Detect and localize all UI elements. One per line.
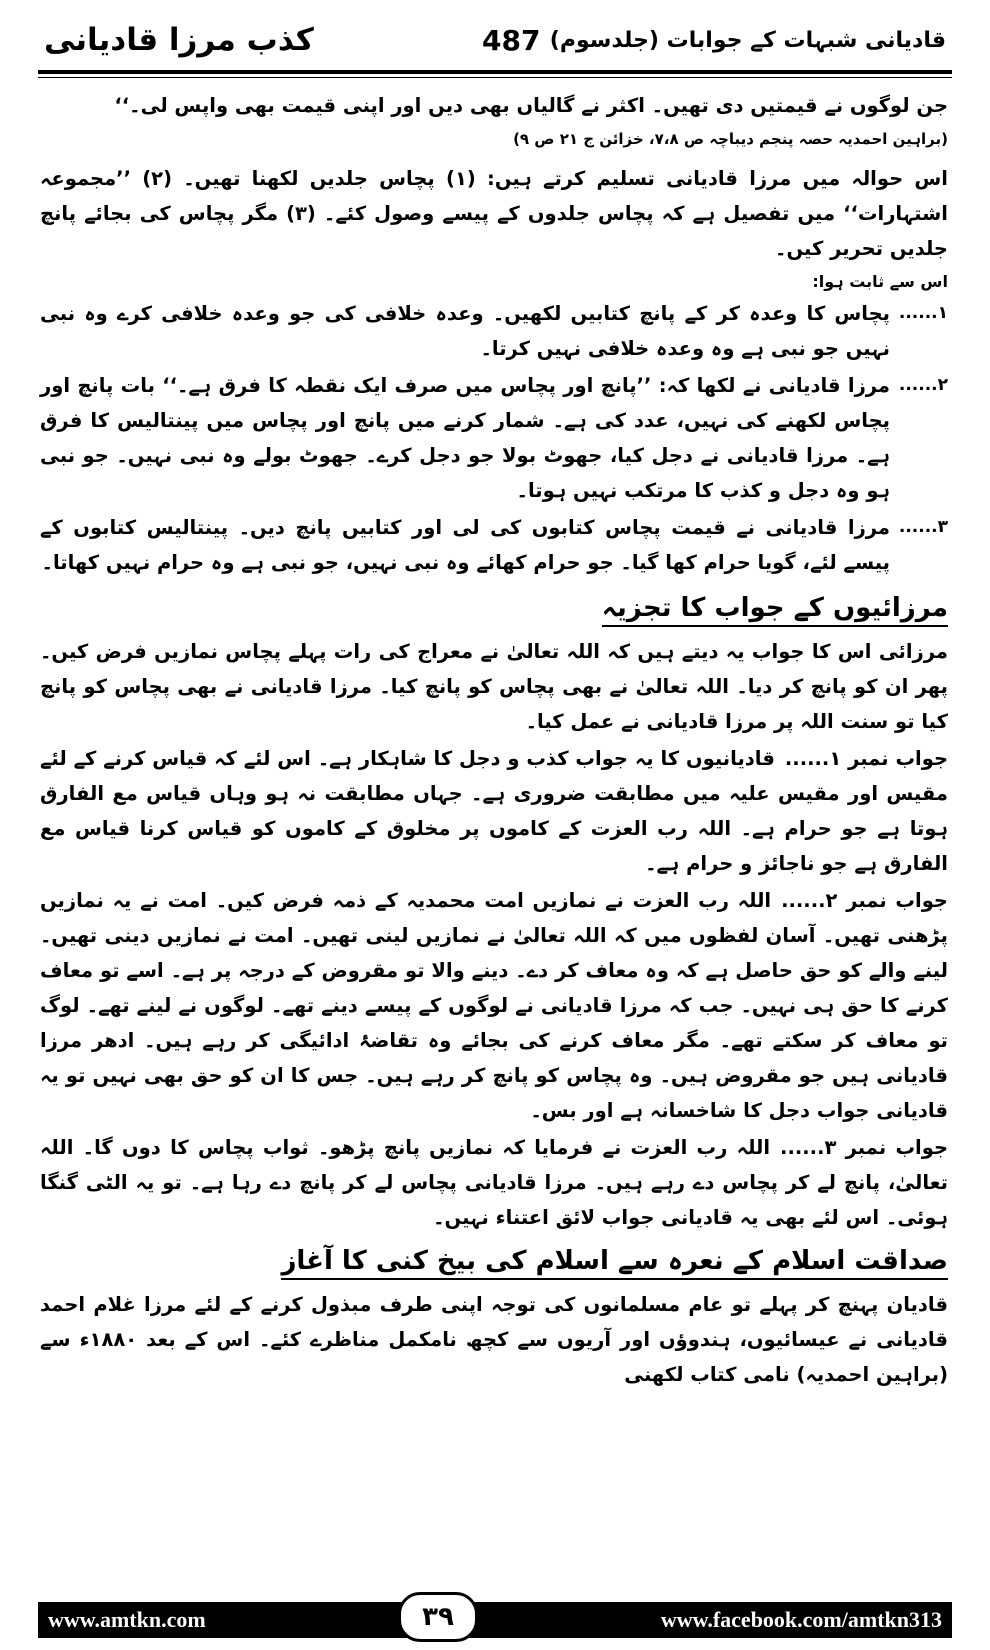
footer-page-number: ۳۹	[398, 1592, 478, 1642]
answer-text: قادیانیوں کا یہ جواب کذب و دجل کا شاہکار ہے۔ اس لئے کہ قیاس کرنے کے لئے مقیس اور مقیس علیہ میں مطابقت ضروری ہے۔ جہاں مطابقت نہ ہو وہاں قیاس مع الفارق ہوتا ہے جو حرام ہے۔ اللہ رب العزت کے کاموں پر مخلوق کے کاموں کو قیاس کرنا قیاس مع الفارق ہے جو ناجائز و حرام ہے۔	[40, 747, 948, 875]
series-title: قادیانی شبہات کے جوابات (جلدسوم)	[549, 28, 946, 53]
header-page-number: 487	[482, 24, 541, 57]
header-rule	[38, 70, 952, 74]
page-header	[44, 22, 946, 68]
facebook-link[interactable]: www.facebook.com/amtkn313	[660, 1607, 942, 1632]
website-link[interactable]: www.amtkn.com	[48, 1607, 206, 1632]
header-rule-thin	[38, 77, 952, 78]
book-title: کذب مرزا قادیانی	[44, 22, 314, 58]
answer-text: اللہ رب العزت نے نمازیں امت محمدیہ کے ذمہ فرض کیں۔ امت نے یہ نمازیں پڑھنی تھیں۔ آسان لفظوں میں کہ اللہ تعالیٰ نے نمازیں لینی تھیں۔ امت نے نمازیں دینی تھیں۔ لینے والے کو حق حاصل ہے کہ وہ معاف کر دے۔ دینے والا تو مقروض کے درجہ پر ہے۔ اسے تو معاف کرنے کا حق ہی نہیں۔ جب کہ مرزا قادیانی نے لوگوں کے پیسے دینے تھے۔ لوگوں نے لینے تھے۔ لوگ تو معاف کر سکتے تھے۔ مگر معاف کرنے کی بجائے وہ تقاضۂ ادائیگی کر رہے ہیں۔ ادھر مرزا قادیانی ہیں جو مقروض ہیں۔ وہ پچاس کو پانچ کر رہے ہیں۔ جس کا ان کو حق بھی نہیں تو یہ قادیانی جواب دجل کا شاخسانہ ہے اور بس۔	[40, 889, 948, 1122]
list-item-number: ۳......	[898, 517, 948, 537]
list-item	[40, 510, 948, 582]
list-item	[40, 296, 948, 368]
reference-citation: (براہین احمدیہ حصہ پنجم دیباچہ ص ۷،۸، خزائن ج ۲۱ ص ۹)	[513, 130, 948, 148]
page-body	[40, 88, 948, 1394]
paragraph-quote-end: جن لوگوں نے قیمتیں دی تھیں۔ اکثر نے گالیاں بھی دیں اور اپنی قیمت بھی واپس لی۔‘‘	[114, 94, 948, 117]
answer-label: جواب نمبر ۱......	[784, 747, 948, 770]
list-item-text: پچاس کا وعدہ کر کے پانچ کتابیں لکھیں۔ وعدہ خلافی کی جو وعدہ خلافی کرے وہ نبی نہیں جو نبی ہے وہ وعدہ خلافی نہیں کرتا۔	[40, 302, 890, 360]
proven-label: اس سے ثابت ہوا:	[812, 272, 948, 291]
answer-label: جواب نمبر ۲......	[781, 889, 948, 912]
answer-1	[40, 741, 948, 881]
section-heading-islam	[40, 1239, 948, 1283]
list-item-text: مرزا قادیانی نے لکھا کہ: ’’پانچ اور پچاس میں صرف ایک نقطہ کا فرق ہے۔‘‘ بات پانچ اور پچاس لکھنے کی نہیں، عدد کی ہے۔ شمار کرنے میں پانچ اور پچاس میں پینتالیس کا فرق ہے۔ مرزا قادیانی نے دجل کیا، جھوٹ بولا جو دجل کرے۔ جھوٹ بولے وہ نبی نہیں۔ جو نبی ہو وہ دجل و کذب کا مرتکب نہیں ہوتا۔	[40, 374, 890, 502]
paragraph-acknowledgement: اس حوالہ میں مرزا قادیانی تسلیم کرتے ہیں: (۱) پچاس جلدیں لکھنا تھیں۔ (۲) ’’مجموعہ اشتہارات‘‘ میں تفصیل ہے کہ پچاس جلدوں کے پیسے وصول کئے۔ (۳) مگر پچاس کی بجائے پانچ جلدیں تحریر کیں۔	[40, 167, 948, 260]
list-item	[40, 368, 948, 510]
list-item-text: مرزا قادیانی نے قیمت پچاس کتابوں کی لی اور کتابیں پانچ دیں۔ پینتالیس کتابوں کے پیسے لئے، گویا حرام کھا گیا۔ جو حرام کھائے وہ نبی نہیں، جو نبی ہے وہ حرام نہیں کھاتا۔	[40, 516, 890, 574]
page-footer	[38, 1602, 952, 1638]
paragraph-qadian: قادیان پہنچ کر پہلے تو عام مسلمانوں کی توجہ اپنی طرف مبذول کرنے کے لئے مرزا غلام احمد قادیانی نے عیسائیوں، ہندوؤں اور آریوں سے کچھ نامکمل مناظرے کئے۔ اس کے بعد ۱۸۸۰ء سے (براہین احمدیہ) نامی کتاب لکھنی	[40, 1293, 948, 1386]
paragraph-mirzai-claim: مرزائی اس کا جواب یہ دیتے ہیں کہ اللہ تعالیٰ نے معراج کی رات پہلے پچاس نمازیں فرض کیں۔ پھر ان کو پانچ کر دیا۔ اللہ تعالیٰ نے بھی پچاس کو پانچ کیا۔ مرزا قادیانی نے بھی پچاس کو پانچ کیا تو سنت اللہ پر مرزا قادیانی نے عمل کیا۔	[40, 640, 948, 733]
section-heading-text: صداقت اسلام کے نعرہ سے اسلام کی بیخ کنی کا آغاز	[281, 1246, 948, 1280]
list-item-number: ۱......	[898, 303, 948, 323]
answer-label: جواب نمبر ۳......	[780, 1136, 948, 1159]
section-heading-analysis	[40, 586, 948, 630]
answer-text: اللہ رب العزت نے فرمایا کہ نمازیں پانچ پڑھو۔ ثواب پچاس کا دوں گا۔ اللہ تعالیٰ، پانچ لے کر پچاس دے رہے ہیں۔ مرزا قادیانی پچاس لے کر پانچ دے رہا ہے۔ تو یہ الٹی گنگا ہوئی۔ اس لئے بھی یہ قادیانی جواب لائق اعتناء نہیں۔	[40, 1136, 948, 1229]
answer-3	[40, 1130, 948, 1235]
list-item-number: ۲......	[898, 375, 948, 395]
answer-2	[40, 883, 948, 1128]
section-heading-text: مرزائیوں کے جواب کا تجزیہ	[602, 593, 948, 627]
